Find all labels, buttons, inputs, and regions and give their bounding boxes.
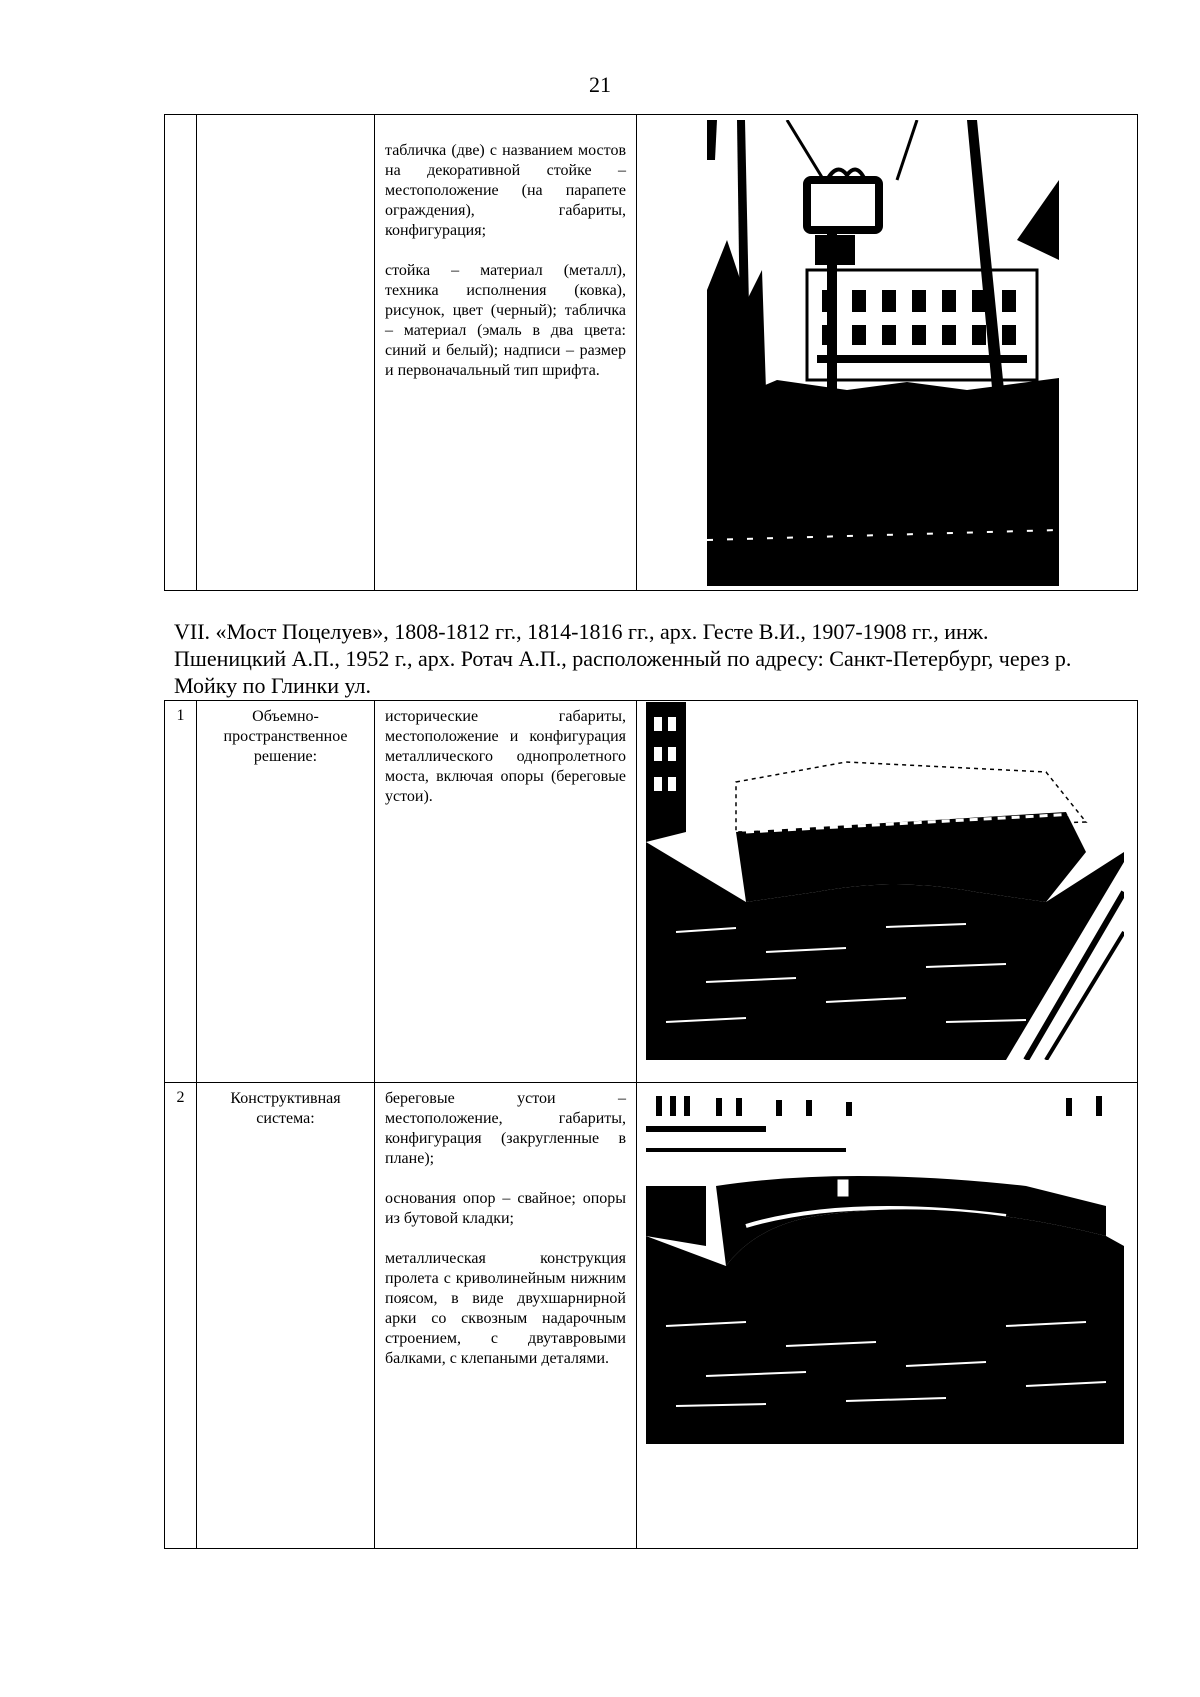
row-name-cell [197,701,375,1083]
row-description-cell [375,701,637,1083]
description-paragraph: металлическая конструкция пролета с криволинейным нижним поясом, в виде двухшарнирной арки со сквозным надарочным строением, с двутавровыми балками, с клепаными деталями. [385,1250,626,1367]
bridge-arch-photo [646,1086,1124,1444]
description-paragraph: табличка (две) с названием мостов на декоративной стойке – местоположение (на парапете ограждения), габариты, конфигурация; [385,142,626,239]
description-paragraph: стойка – материал (металл), техника исполнения (ковка), рисунок, цвет (черный); табличка – материал (эмаль в два цвета: синий и белый); надписи – размер и первоначальный тип шрифта. [385,262,626,379]
bridge-sign-photo [707,120,1059,586]
row-number-cell [165,115,197,591]
description-paragraph: береговые устои – местоположение, габариты, конфигурация (закругленные в плане); [385,1090,626,1167]
row-number [165,115,196,121]
row-number-cell [165,1083,197,1549]
section-heading: VII. «Мост Поцелуев», 1808-1812 гг., 1814-1816 гг., арх. Гесте В.И., 1907-1908 гг., инж. Пшеницкий А.П., 1952 г., арх. Ротач А.П., расположенный по адресу: Санкт-Петербург, через р. Мойку по Глинки ул. [174,619,1072,698]
row-number: 2 [176,1089,185,1106]
row-description-cell [375,1083,637,1549]
page-number: 21 [589,72,611,97]
row-number: 1 [176,707,185,724]
description-paragraph: исторические габариты, местоположение и конфигурация металлического однопролетного моста, включая опоры (береговые устои). [385,708,626,805]
row-name: Конструктивная система: [230,1090,341,1127]
row-number-cell [165,701,197,1083]
row-name-cell [197,1083,375,1549]
row-name: Объемно-пространственное решение: [223,708,348,765]
row-description-cell [375,115,637,591]
bridge-overview-photo [646,702,1124,1060]
row-name [197,115,374,121]
description-paragraph: основания опор – свайное; опоры из бутовой кладки; [385,1190,626,1227]
row-name-cell [197,115,375,591]
